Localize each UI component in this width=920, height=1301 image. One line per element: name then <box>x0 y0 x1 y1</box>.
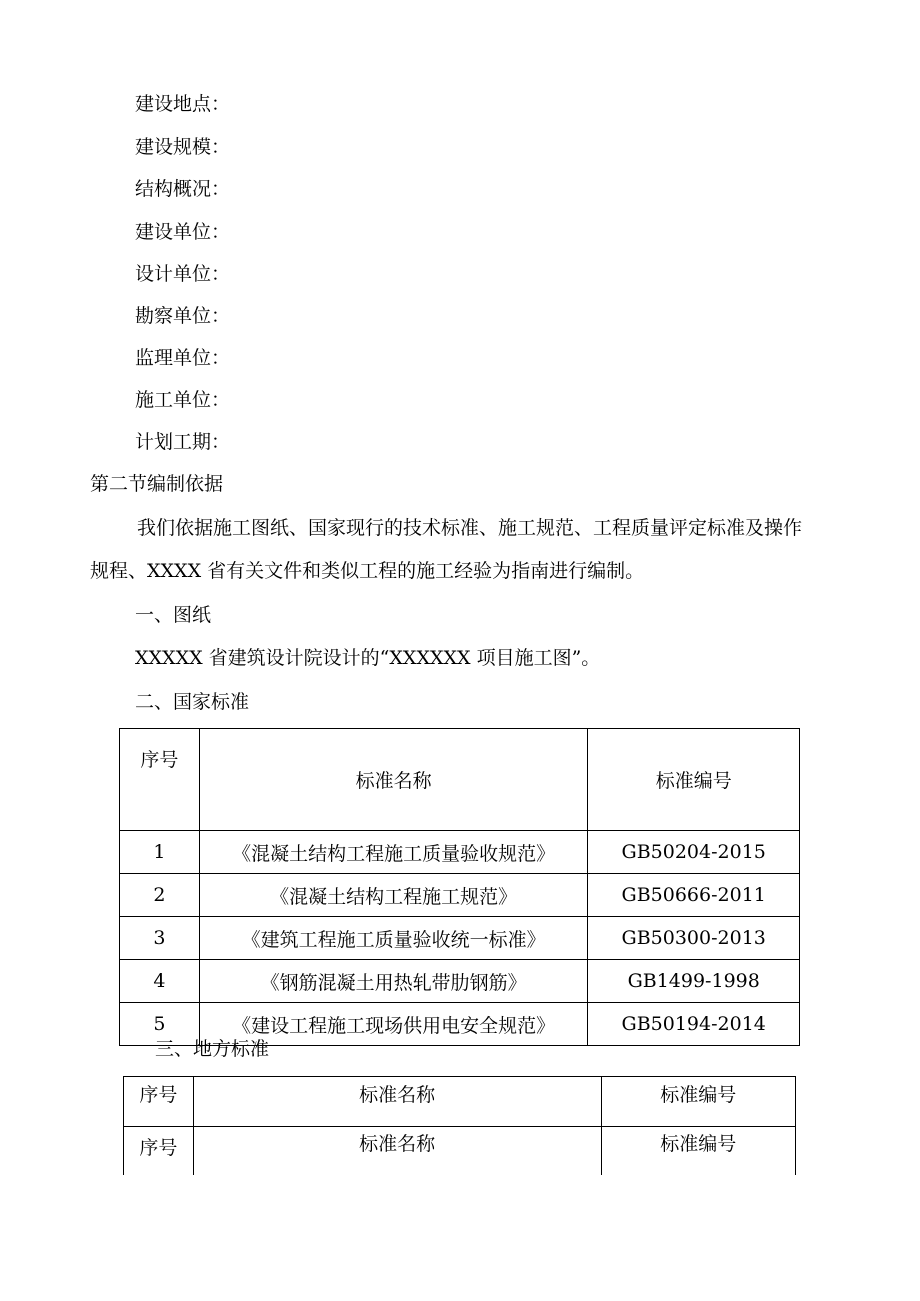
info-supervisor: 监理单位： <box>135 347 231 369</box>
local-standards-table <box>123 1076 796 1175</box>
table-row <box>120 874 800 917</box>
section-heading: 第二节编制依据 <box>90 473 224 495</box>
table-row <box>120 831 800 874</box>
intro-line-2: 规程、XXXX 省有关文件和类似工程的施工经验为指南进行编制。 <box>90 560 645 582</box>
row-name: 《建设工程施工现场供用电安全规范》 <box>199 1003 588 1046</box>
row-index: 3 <box>120 917 200 960</box>
row-index: 5 <box>120 1003 200 1046</box>
table-header-row <box>120 729 800 831</box>
row-name: 标准名称 <box>193 1077 601 1127</box>
row-code: GB1499-1998 <box>588 960 800 1003</box>
row-index: 序号 <box>124 1127 194 1176</box>
row-code: GB50300-2013 <box>588 917 800 960</box>
info-owner: 建设单位： <box>135 221 231 243</box>
info-scale: 建设规模： <box>135 136 231 158</box>
info-schedule: 计划工期： <box>135 431 231 453</box>
table-row <box>124 1077 796 1127</box>
local-standards-heading: 三、地方标准 <box>155 1038 270 1060</box>
row-name: 《混凝土结构工程施工质量验收规范》 <box>199 831 588 874</box>
row-name: 《建筑工程施工质量验收统一标准》 <box>199 917 588 960</box>
intro-line-1: 我们依据施工图纸、国家现行的技术标准、施工规范、工程质量评定标准及操作 <box>137 517 803 539</box>
row-index: 1 <box>120 831 200 874</box>
row-name: 《钢筋混凝土用热轧带肋钢筋》 <box>199 960 588 1003</box>
header-index: 序号 <box>120 729 200 831</box>
row-name: 《混凝土结构工程施工规范》 <box>199 874 588 917</box>
row-code: 标准编号 <box>601 1127 795 1176</box>
info-structure: 结构概况： <box>135 178 231 200</box>
row-code: GB50204-2015 <box>588 831 800 874</box>
table-row <box>120 917 800 960</box>
row-name: 标准名称 <box>193 1127 601 1176</box>
header-code: 标准编号 <box>588 729 800 831</box>
info-designer: 设计单位： <box>135 263 231 285</box>
header-name: 标准名称 <box>199 729 588 831</box>
table-row <box>120 960 800 1003</box>
info-location: 建设地点： <box>135 93 231 115</box>
row-code: 标准编号 <box>601 1077 795 1127</box>
table-row <box>124 1127 796 1176</box>
drawings-text: XXXXX 省建筑设计院设计的“XXXXXX 项目施工图”。 <box>135 647 601 669</box>
info-contractor: 施工单位： <box>135 389 231 411</box>
national-standards-table <box>119 728 800 1046</box>
row-index: 4 <box>120 960 200 1003</box>
national-standards-heading: 二、国家标准 <box>135 691 250 713</box>
row-index: 2 <box>120 874 200 917</box>
info-surveyor: 勘察单位： <box>135 305 231 327</box>
row-index: 序号 <box>124 1077 194 1127</box>
row-code: GB50194-2014 <box>588 1003 800 1046</box>
drawings-heading: 一、图纸 <box>135 604 212 626</box>
row-code: GB50666-2011 <box>588 874 800 917</box>
